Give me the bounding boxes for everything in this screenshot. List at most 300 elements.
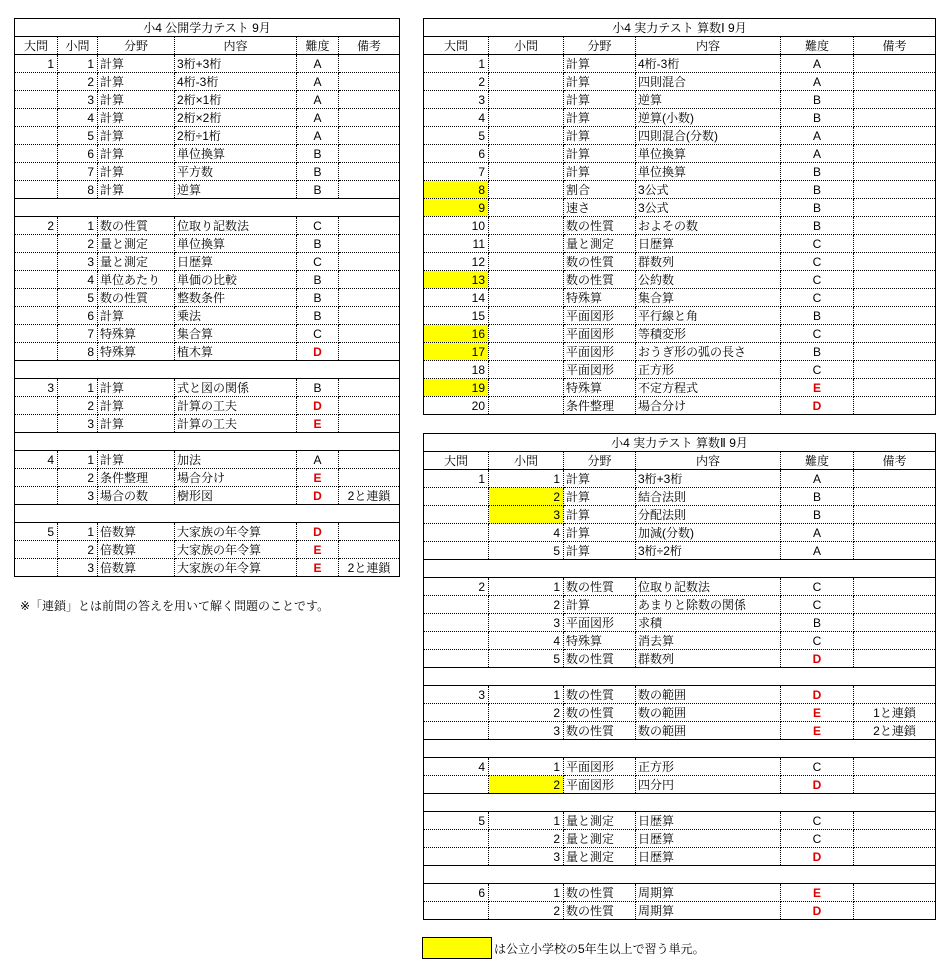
cell-field: 計算	[564, 109, 636, 127]
cell-difficulty: B	[781, 109, 854, 127]
cell-q	[15, 487, 58, 505]
cell-content: 正方形	[636, 361, 781, 379]
cell-sub: 3	[58, 253, 98, 271]
cell-sub	[489, 91, 564, 109]
cell-field: 計算	[564, 470, 636, 488]
cell-sub: 5	[489, 650, 564, 668]
table-row	[15, 163, 400, 181]
cell-difficulty: B	[297, 271, 339, 289]
cell-field: 平面図形	[564, 776, 636, 794]
cell-content: 2桁×1桁	[175, 91, 297, 109]
cell-difficulty: A	[781, 73, 854, 91]
cell-note	[339, 451, 400, 469]
cell-note	[854, 758, 936, 776]
cell-note	[339, 73, 400, 91]
table-row	[424, 289, 936, 307]
cell-field: 計算	[564, 145, 636, 163]
section-separator	[424, 740, 936, 758]
cell-q: 5	[424, 127, 489, 145]
cell-sub	[489, 235, 564, 253]
cell-difficulty: D	[297, 487, 339, 505]
cell-difficulty: A	[297, 55, 339, 73]
cell-q	[15, 559, 58, 577]
cell-note	[854, 506, 936, 524]
table-row	[424, 524, 936, 542]
cell-note: 2と連鎖	[339, 487, 400, 505]
cell-content: 逆算(小数)	[636, 109, 781, 127]
table-row	[15, 55, 400, 73]
cell-content: 2桁÷1桁	[175, 127, 297, 145]
cell-sub	[489, 397, 564, 415]
table-row	[15, 307, 400, 325]
cell-q	[15, 235, 58, 253]
table-row	[424, 506, 936, 524]
cell-q	[424, 632, 489, 650]
cell-q: 5	[15, 523, 58, 541]
cell-difficulty: D	[781, 650, 854, 668]
cell-field: 平面図形	[564, 614, 636, 632]
cell-difficulty: E	[781, 704, 854, 722]
cell-content: 平行線と角	[636, 307, 781, 325]
cell-difficulty: B	[297, 235, 339, 253]
cell-content: 樹形図	[175, 487, 297, 505]
cell-q	[15, 109, 58, 127]
public-test-table	[14, 18, 400, 577]
cell-content: 4桁-3桁	[636, 55, 781, 73]
cell-difficulty: E	[781, 379, 854, 397]
cell-sub	[489, 127, 564, 145]
cell-field: 数の性質	[564, 217, 636, 235]
cell-sub: 8	[58, 181, 98, 199]
cell-content: 単位換算	[636, 145, 781, 163]
table-row	[424, 578, 936, 596]
cell-difficulty: D	[297, 397, 339, 415]
cell-content: 日歴算	[175, 253, 297, 271]
cell-q: 11	[424, 235, 489, 253]
table-row	[424, 902, 936, 920]
cell-content: 単位換算	[636, 163, 781, 181]
cell-q: 16	[424, 325, 489, 343]
cell-sub: 1	[58, 379, 98, 397]
cell-sub	[489, 325, 564, 343]
cell-field: 単位あたり	[98, 271, 175, 289]
cell-field: 計算	[564, 55, 636, 73]
cell-q: 10	[424, 217, 489, 235]
cell-difficulty: C	[781, 758, 854, 776]
cell-sub: 5	[489, 542, 564, 560]
cell-sub: 1	[58, 523, 98, 541]
cell-note	[854, 884, 936, 902]
column-header-row	[424, 37, 936, 55]
section-separator	[15, 199, 400, 217]
cell-note	[339, 523, 400, 541]
cell-sub: 6	[58, 307, 98, 325]
cell-field: 計算	[98, 163, 175, 181]
table-row	[424, 596, 936, 614]
cell-q: 4	[424, 109, 489, 127]
cell-difficulty: A	[297, 109, 339, 127]
cell-note	[854, 470, 936, 488]
table-row	[424, 91, 936, 109]
cell-note	[854, 199, 936, 217]
cell-field: 特殊算	[98, 325, 175, 343]
cell-difficulty: D	[297, 343, 339, 361]
table-row	[424, 884, 936, 902]
column-header-q: 大問	[424, 452, 489, 470]
cell-difficulty: C	[781, 361, 854, 379]
cell-sub: 7	[58, 325, 98, 343]
section-separator	[424, 866, 936, 884]
cell-field: 数の性質	[564, 704, 636, 722]
cell-sub	[489, 253, 564, 271]
cell-field: 計算	[98, 73, 175, 91]
cell-field: 計算	[564, 91, 636, 109]
table-row	[15, 127, 400, 145]
table-row	[424, 163, 936, 181]
cell-content: 3公式	[636, 199, 781, 217]
cell-difficulty: D	[781, 397, 854, 415]
cell-note	[339, 343, 400, 361]
cell-sub	[489, 109, 564, 127]
table-row	[424, 632, 936, 650]
table-title-row	[15, 19, 400, 37]
kokai-test-title: 小4 公開学力テスト 9月	[15, 19, 400, 37]
cell-content: 分配法則	[636, 506, 781, 524]
cell-sub: 5	[58, 289, 98, 307]
table-row	[15, 253, 400, 271]
cell-field: 計算	[564, 506, 636, 524]
cell-note	[854, 776, 936, 794]
cell-field: 倍数算	[98, 523, 175, 541]
cell-field: 数の性質	[564, 722, 636, 740]
cell-content: 周期算	[636, 902, 781, 920]
cell-difficulty: B	[781, 91, 854, 109]
highlight-legend-text: は公立小学校の5年生以上で習う単元。	[494, 941, 705, 956]
cell-content: 平方数	[175, 163, 297, 181]
cell-content: 日歴算	[636, 235, 781, 253]
cell-sub	[489, 163, 564, 181]
cell-difficulty: D	[297, 523, 339, 541]
cell-sub	[489, 361, 564, 379]
cell-difficulty: B	[781, 199, 854, 217]
cell-note	[339, 415, 400, 433]
cell-sub: 1	[489, 578, 564, 596]
cell-sub: 2	[489, 902, 564, 920]
cell-q	[15, 73, 58, 91]
cell-content: 結合法則	[636, 488, 781, 506]
highlight-legend-swatch	[422, 937, 492, 959]
table-row	[424, 722, 936, 740]
cell-q: 7	[424, 163, 489, 181]
cell-difficulty: B	[297, 163, 339, 181]
cell-field: 計算	[98, 91, 175, 109]
column-header-q: 大問	[15, 37, 58, 55]
cell-note	[854, 271, 936, 289]
cell-sub: 4	[489, 524, 564, 542]
cell-field: 倍数算	[98, 541, 175, 559]
cell-q	[15, 271, 58, 289]
cell-q: 6	[424, 145, 489, 163]
cell-note	[339, 541, 400, 559]
cell-q	[15, 469, 58, 487]
cell-difficulty: A	[297, 127, 339, 145]
cell-difficulty: C	[781, 289, 854, 307]
cell-difficulty: D	[781, 686, 854, 704]
cell-field: 倍数算	[98, 559, 175, 577]
cell-sub: 2	[58, 235, 98, 253]
table-row	[424, 686, 936, 704]
cell-sub: 8	[58, 343, 98, 361]
cell-sub	[489, 145, 564, 163]
cell-field: 条件整理	[98, 469, 175, 487]
cell-field: 条件整理	[564, 397, 636, 415]
table-row	[15, 91, 400, 109]
table-row	[424, 181, 936, 199]
cell-field: 量と測定	[564, 812, 636, 830]
cell-difficulty: C	[781, 578, 854, 596]
cell-content: 大家族の年令算	[175, 541, 297, 559]
table-row	[424, 758, 936, 776]
cell-sub: 1	[58, 217, 98, 235]
cell-sub: 2	[489, 776, 564, 794]
column-header-field: 分野	[98, 37, 175, 55]
table-row	[424, 397, 936, 415]
cell-content: 逆算	[175, 181, 297, 199]
cell-note	[854, 596, 936, 614]
cell-field: 速さ	[564, 199, 636, 217]
cell-content: 単位換算	[175, 145, 297, 163]
cell-field: 計算	[98, 55, 175, 73]
cell-field: 割合	[564, 181, 636, 199]
column-header-difficulty: 難度	[781, 452, 854, 470]
column-header-sub: 小問	[489, 37, 564, 55]
cell-field: 数の性質	[564, 253, 636, 271]
cell-q	[424, 830, 489, 848]
table-row	[15, 559, 400, 577]
table-row	[424, 109, 936, 127]
cell-content: 四則混合(分数)	[636, 127, 781, 145]
table-row	[15, 379, 400, 397]
cell-q	[424, 848, 489, 866]
cell-field: 計算	[564, 596, 636, 614]
cell-note	[339, 109, 400, 127]
cell-sub: 3	[58, 91, 98, 109]
cell-field: 計算	[564, 127, 636, 145]
cell-content: 式と図の関係	[175, 379, 297, 397]
cell-note	[339, 397, 400, 415]
section-separator	[15, 361, 400, 379]
cell-note	[339, 235, 400, 253]
cell-content: 公約数	[636, 271, 781, 289]
cell-sub: 2	[489, 596, 564, 614]
cell-sub	[489, 73, 564, 91]
cell-note	[854, 235, 936, 253]
cell-note: 1と連鎖	[854, 704, 936, 722]
cell-q	[15, 343, 58, 361]
cell-field: 数の性質	[98, 289, 175, 307]
table-row	[15, 469, 400, 487]
cell-note	[854, 289, 936, 307]
cell-field: 計算	[564, 524, 636, 542]
column-header-difficulty: 難度	[781, 37, 854, 55]
cell-note	[854, 73, 936, 91]
cell-note	[854, 181, 936, 199]
cell-field: 量と測定	[564, 848, 636, 866]
cell-content: 3桁÷2桁	[636, 542, 781, 560]
cell-q: 12	[424, 253, 489, 271]
cell-q: 15	[424, 307, 489, 325]
jitsuryoku-1-table-container	[423, 18, 936, 415]
cell-difficulty: C	[781, 235, 854, 253]
cell-q	[424, 902, 489, 920]
cell-difficulty: B	[781, 217, 854, 235]
jitsuryoku-2-title: 小4 実力テスト 算数Ⅱ 9月	[424, 434, 936, 452]
cell-content: 場合分け	[175, 469, 297, 487]
cell-sub: 2	[58, 469, 98, 487]
cell-difficulty: A	[297, 91, 339, 109]
cell-note	[339, 181, 400, 199]
cell-field: 計算	[564, 542, 636, 560]
cell-field: 特殊算	[564, 379, 636, 397]
cell-sub	[489, 343, 564, 361]
cell-note	[854, 632, 936, 650]
cell-note	[854, 91, 936, 109]
cell-sub: 3	[489, 614, 564, 632]
cell-content: 3桁+3桁	[175, 55, 297, 73]
cell-field: 数の性質	[564, 902, 636, 920]
cell-note	[854, 397, 936, 415]
cell-note	[854, 307, 936, 325]
cell-field: 計算	[98, 415, 175, 433]
cell-q: 4	[424, 758, 489, 776]
cell-sub: 1	[58, 55, 98, 73]
cell-sub: 1	[489, 686, 564, 704]
cell-content: 日歴算	[636, 812, 781, 830]
cell-note	[854, 145, 936, 163]
section-separator	[424, 560, 936, 578]
cell-q	[15, 307, 58, 325]
cell-field: 計算	[564, 163, 636, 181]
cell-difficulty: E	[297, 559, 339, 577]
table-row	[15, 289, 400, 307]
section-separator-row	[15, 361, 400, 379]
cell-field: 場合の数	[98, 487, 175, 505]
cell-content: 場合分け	[636, 397, 781, 415]
cell-content: 数の範囲	[636, 722, 781, 740]
table-row	[424, 812, 936, 830]
cell-q: 17	[424, 343, 489, 361]
cell-sub	[489, 199, 564, 217]
cell-difficulty: B	[297, 379, 339, 397]
cell-content: 数の範囲	[636, 686, 781, 704]
cell-note	[339, 91, 400, 109]
cell-content: 3桁+3桁	[636, 470, 781, 488]
table-row	[15, 487, 400, 505]
cell-field: 平面図形	[564, 325, 636, 343]
cell-note	[339, 289, 400, 307]
cell-difficulty: A	[297, 73, 339, 91]
cell-content: おうぎ形の弧の長さ	[636, 343, 781, 361]
cell-note	[854, 343, 936, 361]
table-row	[424, 235, 936, 253]
table-row	[15, 541, 400, 559]
cell-difficulty: E	[297, 469, 339, 487]
cell-content: 群数列	[636, 253, 781, 271]
cell-sub: 2	[58, 73, 98, 91]
cell-q: 1	[15, 55, 58, 73]
cell-q	[424, 524, 489, 542]
cell-difficulty: C	[781, 830, 854, 848]
cell-sub	[489, 307, 564, 325]
section-separator	[424, 794, 936, 812]
table-row	[15, 523, 400, 541]
cell-sub: 1	[58, 451, 98, 469]
cell-sub	[489, 181, 564, 199]
table-row	[424, 704, 936, 722]
cell-field: 計算	[98, 127, 175, 145]
cell-note	[339, 271, 400, 289]
cell-difficulty: A	[297, 451, 339, 469]
cell-q: 6	[424, 884, 489, 902]
table-row	[15, 145, 400, 163]
column-header-content: 内容	[175, 37, 297, 55]
cell-field: 特殊算	[98, 343, 175, 361]
cell-content: 消去算	[636, 632, 781, 650]
cell-field: 平面図形	[564, 343, 636, 361]
cell-content: 単位換算	[175, 235, 297, 253]
cell-field: 計算	[98, 109, 175, 127]
cell-q: 5	[424, 812, 489, 830]
cell-q	[424, 488, 489, 506]
chain-note: ※「連鎖」とは前問の答えを用いて解く問題のことです。	[20, 599, 330, 613]
cell-q: 1	[424, 470, 489, 488]
cell-field: 量と測定	[98, 253, 175, 271]
cell-note: 2と連鎖	[339, 559, 400, 577]
cell-note	[854, 109, 936, 127]
table-row	[424, 343, 936, 361]
cell-content: 等積変形	[636, 325, 781, 343]
cell-difficulty: C	[781, 632, 854, 650]
cell-sub: 6	[58, 145, 98, 163]
cell-note	[339, 469, 400, 487]
table-row	[424, 614, 936, 632]
cell-field: 計算	[98, 181, 175, 199]
cell-difficulty: B	[781, 506, 854, 524]
cell-difficulty: A	[781, 145, 854, 163]
public-test-table-container	[14, 18, 400, 577]
cell-q	[424, 704, 489, 722]
table-row	[424, 830, 936, 848]
cell-sub: 2	[58, 541, 98, 559]
table-row	[15, 271, 400, 289]
table-row	[424, 776, 936, 794]
cell-note	[854, 848, 936, 866]
cell-q: 13	[424, 271, 489, 289]
table-row	[424, 325, 936, 343]
cell-note	[854, 361, 936, 379]
cell-content: 正方形	[636, 758, 781, 776]
cell-note	[854, 812, 936, 830]
cell-sub: 3	[489, 722, 564, 740]
cell-content: 計算の工夫	[175, 415, 297, 433]
column-header-field: 分野	[564, 452, 636, 470]
cell-sub: 2	[489, 488, 564, 506]
cell-content: 数の範囲	[636, 704, 781, 722]
column-header-difficulty: 難度	[297, 37, 339, 55]
cell-q: 1	[424, 55, 489, 73]
cell-field: 数の性質	[98, 217, 175, 235]
cell-note	[854, 163, 936, 181]
